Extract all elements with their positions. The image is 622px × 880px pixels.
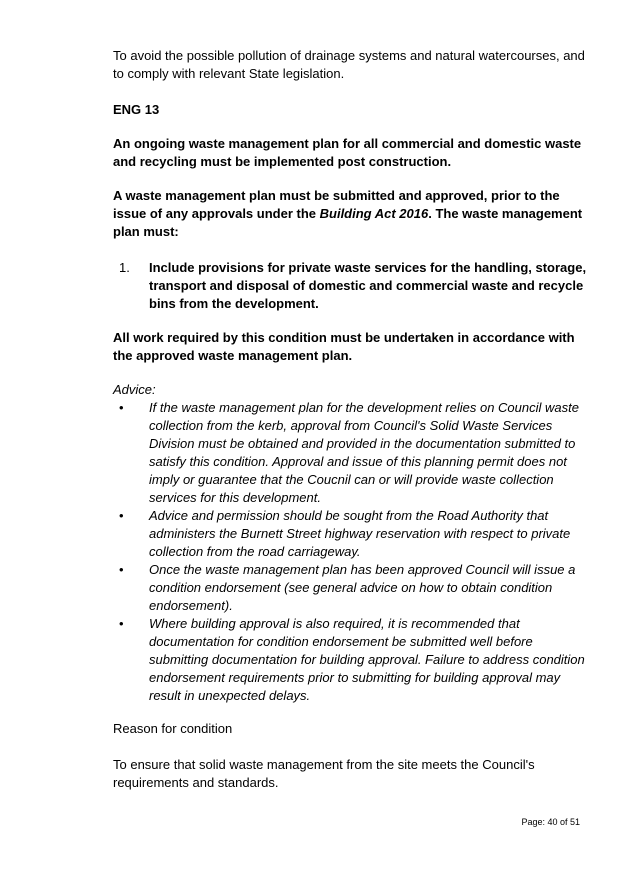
advice-item-text: Where building approval is also required, it is recommended that documentation for condition endorsement be submitted well before submitting documentation for building approval. Failure to address condition endorsement requirements prior to submitting for building approval may result in unexpected delays. [149, 616, 585, 703]
advice-item [113, 399, 588, 507]
page-number: Page: 40 of 51 [521, 817, 580, 827]
building-act-reference: Building Act 2016 [319, 206, 429, 221]
bullet-icon: • [119, 616, 124, 631]
condition-paragraph-2-start: A waste management plan must be submitted and approved, prior to the issue of any approvals under the [113, 188, 560, 221]
advice-item-text: Advice and permission should be sought from the Road Authority that administers the Burnett Street highway reservation with respect to private collection from the road carriageway. [149, 508, 571, 559]
advice-item [113, 615, 588, 705]
condition-paragraph-3: All work required by this condition must be undertaken in accordance with the approved waste management plan. [113, 330, 575, 363]
reason-text: To ensure that solid waste management from the site meets the Council's requirements and standards. [113, 757, 535, 790]
document-page [113, 47, 588, 792]
advice-item [113, 561, 588, 615]
advice-item [113, 507, 588, 561]
numbered-list-item [113, 259, 588, 313]
advice-list [113, 399, 588, 705]
advice-item-text: If the waste management plan for the development relies on Council waste collection from the kerb, approval from Council's Solid Waste Services Division must be obtained and provided in the documentation submitted to satisfy this condition. Approval and issue of this planning permit does not imply or guarantee that the Coucnil can or will provide waste collection services for this development. [149, 400, 579, 505]
condition-code: ENG 13 [113, 102, 160, 117]
list-number: 1. [119, 260, 130, 275]
intro-paragraph: To avoid the possible pollution of drainage systems and natural watercourses, and to comply with relevant State legislation. [113, 48, 585, 81]
bullet-icon: • [119, 562, 124, 577]
condition-paragraph-1: An ongoing waste management plan for all commercial and domestic waste and recycling must be implemented post construction. [113, 136, 582, 169]
list-item-text: Include provisions for private waste services for the handling, storage, transport and disposal of domestic and commercial waste and recycle bins from the development. [149, 260, 587, 311]
bullet-icon: • [119, 508, 124, 523]
advice-heading: Advice: [113, 382, 156, 397]
reason-heading: Reason for condition [113, 721, 233, 736]
bullet-icon: • [119, 400, 124, 415]
condition-paragraph-2-end: . The waste management plan must: [113, 206, 583, 239]
advice-item-text: Once the waste management plan has been approved Council will issue a condition endorsement (see general advice on how to obtain condition endorsement). [149, 562, 576, 613]
condition-paragraph-2 [113, 187, 588, 241]
